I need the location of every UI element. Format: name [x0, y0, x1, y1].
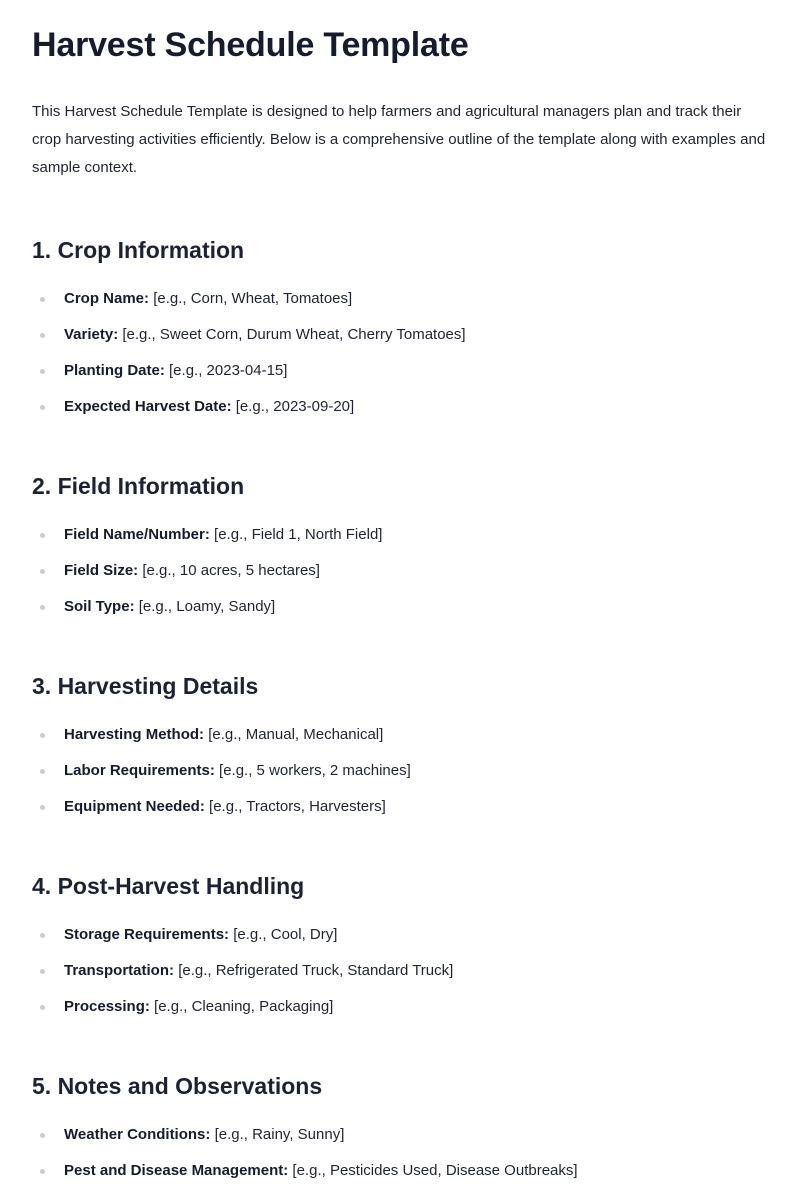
bullet-icon [40, 1133, 45, 1138]
field-label: Planting Date: [64, 362, 165, 379]
field-list [32, 923, 768, 1019]
field-list [32, 723, 768, 819]
list-item [32, 359, 768, 383]
field-example: [e.g., 2023-09-20] [235, 398, 355, 415]
intro-paragraph: This Harvest Schedule Template is designed to help farmers and agricultural managers plan and track their crop harvesting activities efficiently. Below is a comprehensive outline of the template along with examples and sample context. [32, 103, 766, 176]
bullet-icon [40, 1005, 45, 1010]
field-label: Soil Type: [64, 598, 135, 615]
field-example: [e.g., Corn, Wheat, Tomatoes] [153, 290, 353, 307]
field-example: [e.g., Pesticides Used, Disease Outbreaks] [292, 1162, 578, 1179]
section [32, 1071, 768, 1183]
bullet-icon [40, 405, 45, 410]
field-example: [e.g., 5 workers, 2 machines] [219, 762, 411, 779]
field-label: Harvesting Method: [64, 726, 205, 743]
list-item [32, 723, 768, 747]
field-label: Equipment Needed: [64, 798, 205, 815]
list-item [32, 559, 768, 583]
field-label: Field Name/Number: [64, 526, 210, 543]
sections-container [32, 235, 768, 1183]
bullet-icon [40, 569, 45, 574]
bullet-icon [40, 369, 45, 374]
field-example: [e.g., 10 acres, 5 hectares] [142, 562, 320, 579]
field-label: Crop Name: [64, 290, 150, 307]
section-heading: 1. Crop Information [32, 237, 245, 263]
field-example: [e.g., 2023-04-15] [169, 362, 288, 379]
section-heading: 4. Post-Harvest Handling [32, 873, 305, 899]
list-item [32, 795, 768, 819]
field-example: [e.g., Tractors, Harvesters] [209, 798, 386, 815]
page-title: Harvest Schedule Template [32, 26, 469, 64]
field-label: Pest and Disease Management: [64, 1162, 289, 1179]
field-label: Transportation: [64, 962, 175, 979]
section-heading: 2. Field Information [32, 473, 245, 499]
field-example: [e.g., Manual, Mechanical] [208, 726, 384, 743]
field-example: [e.g., Refrigerated Truck, Standard Truck] [178, 962, 454, 979]
field-example: [e.g., Field 1, North Field] [214, 526, 383, 543]
bullet-icon [40, 333, 45, 338]
section [32, 671, 768, 819]
bullet-icon [40, 733, 45, 738]
field-example: [e.g., Loamy, Sandy] [138, 598, 276, 615]
bullet-icon [40, 805, 45, 810]
section [32, 235, 768, 419]
list-item [32, 995, 768, 1019]
list-item [32, 1159, 768, 1183]
list-item [32, 395, 768, 419]
section [32, 871, 768, 1019]
bullet-icon [40, 933, 45, 938]
section-heading: 3. Harvesting Details [32, 673, 259, 699]
section-heading: 5. Notes and Observations [32, 1073, 323, 1099]
field-list [32, 1123, 768, 1183]
list-item [32, 759, 768, 783]
field-example: [e.g., Cool, Dry] [233, 926, 338, 943]
list-item [32, 959, 768, 983]
field-label: Field Size: [64, 562, 139, 579]
field-example: [e.g., Sweet Corn, Durum Wheat, Cherry Tomatoes] [122, 326, 466, 343]
field-label: Expected Harvest Date: [64, 398, 232, 415]
bullet-icon [40, 969, 45, 974]
list-item [32, 287, 768, 311]
field-label: Labor Requirements: [64, 762, 215, 779]
field-list [32, 523, 768, 619]
bullet-icon [40, 297, 45, 302]
section [32, 471, 768, 619]
field-label: Weather Conditions: [64, 1126, 211, 1143]
field-label: Processing: [64, 998, 150, 1015]
field-example: [e.g., Cleaning, Packaging] [154, 998, 334, 1015]
bullet-icon [40, 1169, 45, 1174]
field-list [32, 287, 768, 419]
list-item [32, 323, 768, 347]
field-label: Storage Requirements: [64, 926, 230, 943]
bullet-icon [40, 533, 45, 538]
list-item [32, 923, 768, 947]
bullet-icon [40, 769, 45, 774]
list-item [32, 523, 768, 547]
bullet-icon [40, 605, 45, 610]
list-item [32, 1123, 768, 1147]
list-item [32, 595, 768, 619]
field-example: [e.g., Rainy, Sunny] [214, 1126, 345, 1143]
field-label: Variety: [64, 326, 119, 343]
